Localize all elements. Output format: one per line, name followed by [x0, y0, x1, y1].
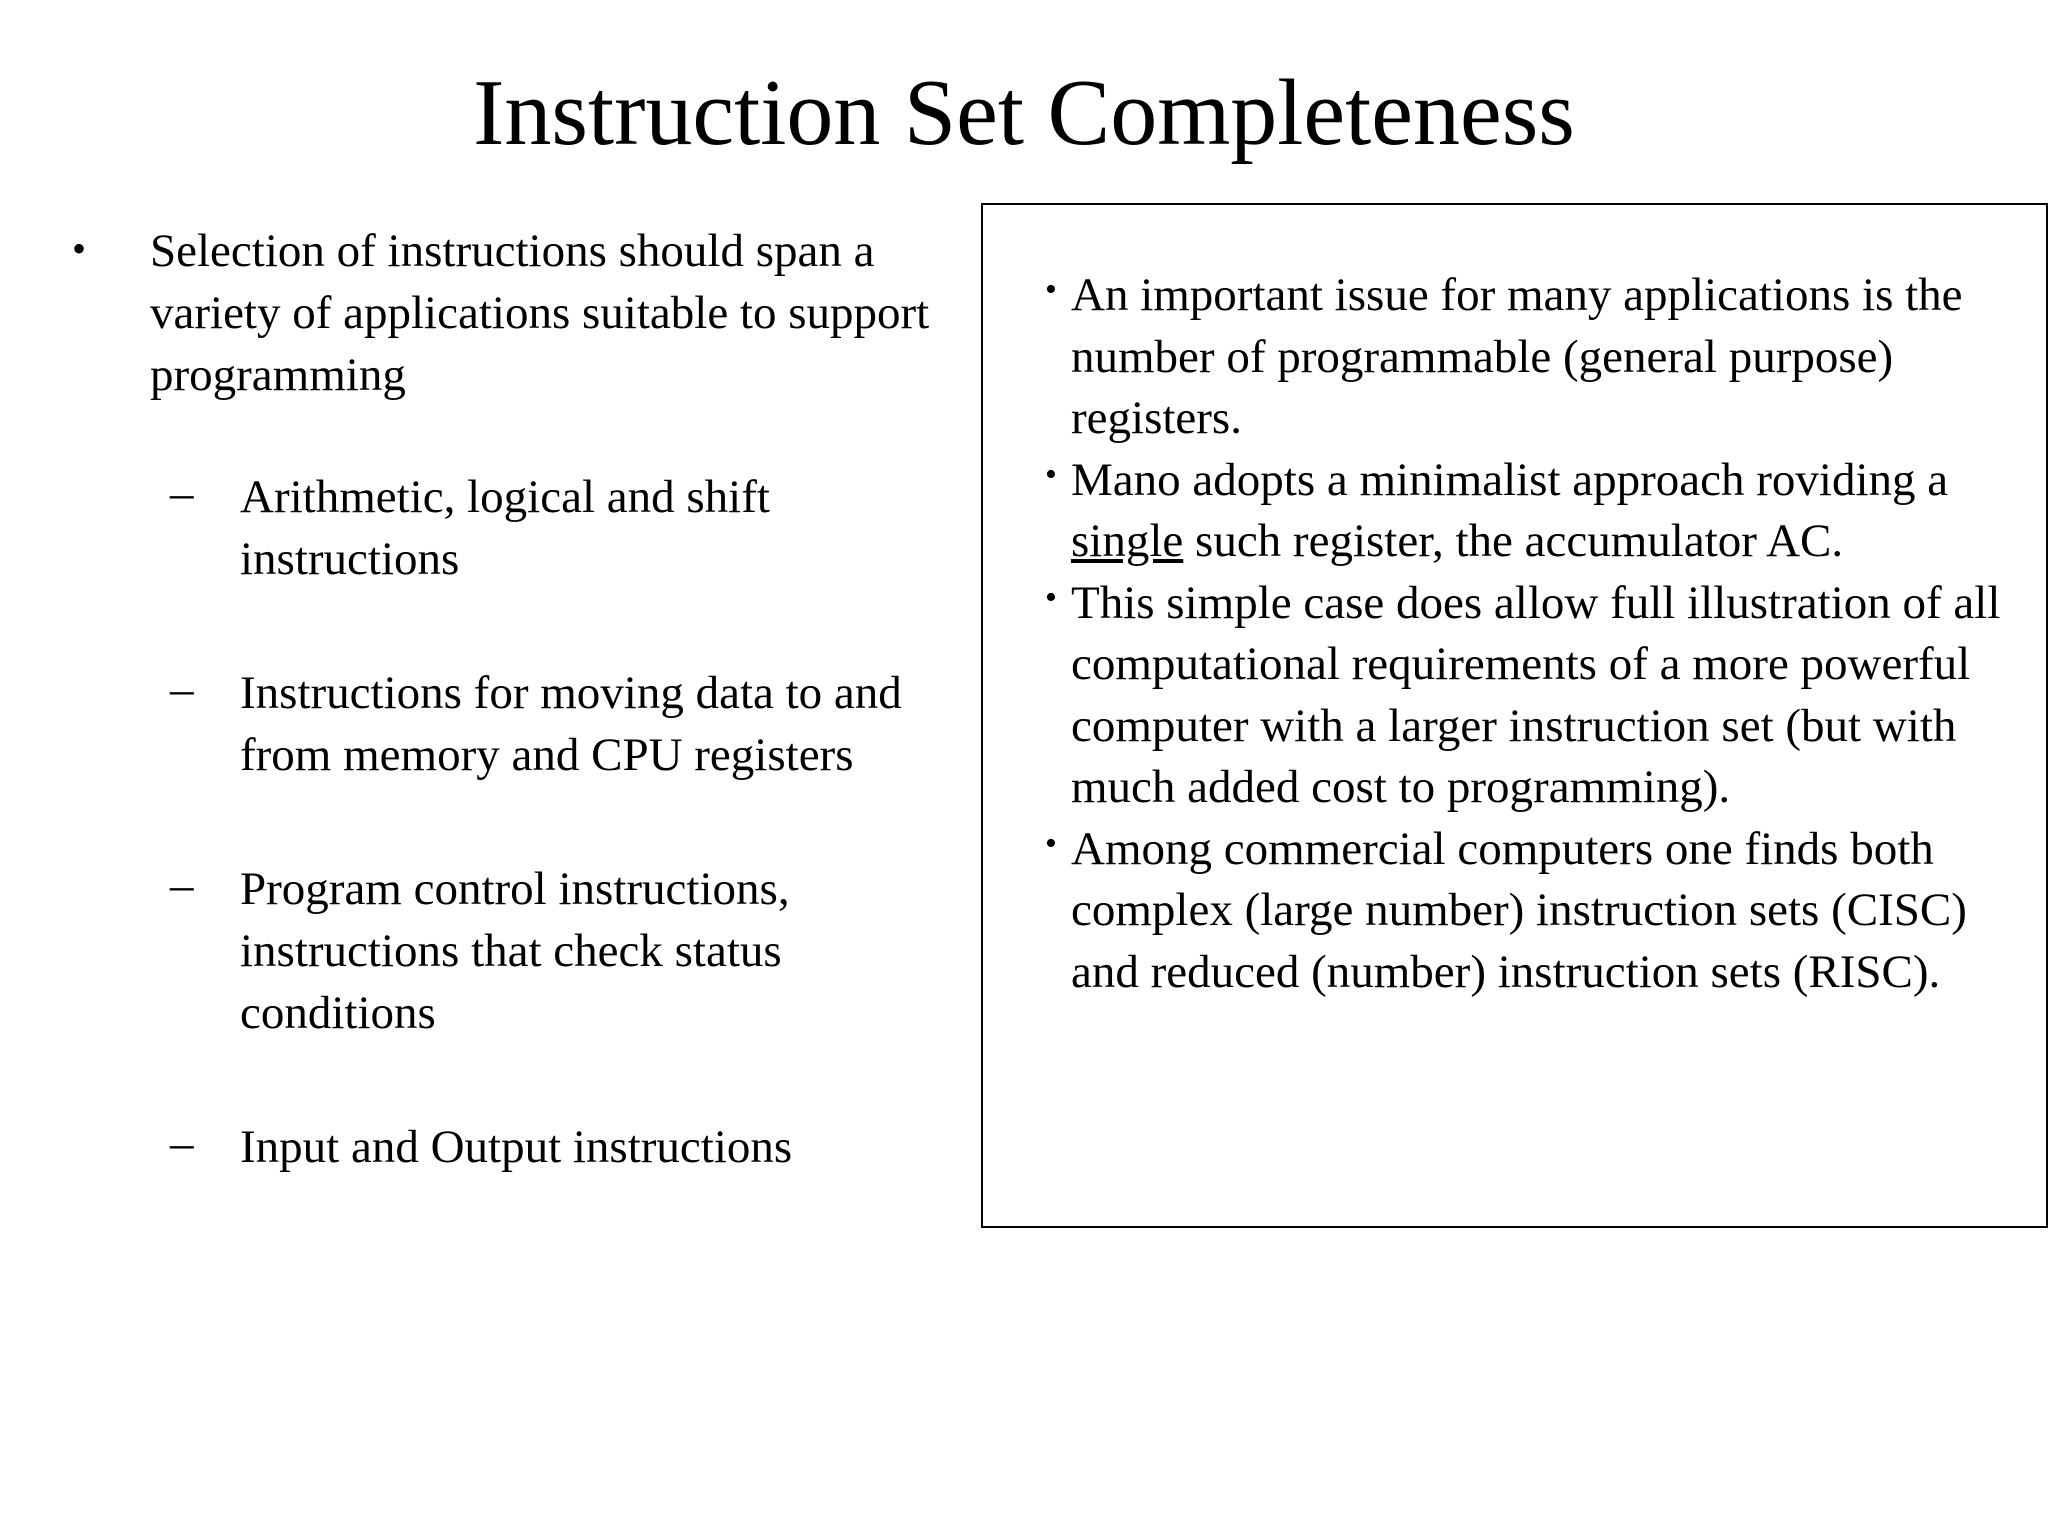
- bullet-icon: •: [1045, 455, 1057, 493]
- notes-item-registers: [1039, 265, 2019, 450]
- sub-bullet-item: [70, 466, 970, 590]
- dash-icon: –: [170, 663, 194, 715]
- notes-text-box: [981, 203, 2048, 1228]
- sub-bullet-text: Arithmetic, logical and shift instructions: [240, 471, 770, 585]
- notes-item-text-after: such register, the accumulator AC.: [1183, 515, 1844, 567]
- notes-item-minimalist: [1039, 450, 2019, 573]
- underlined-word: single: [1071, 515, 1184, 567]
- notes-bullet-list: [1039, 265, 2019, 1003]
- sub-bullet-text: Program control instructions, instructions that check status conditions: [240, 863, 790, 1039]
- dash-icon: –: [170, 467, 194, 519]
- main-bullet-item: [70, 220, 970, 406]
- bullet-icon: •: [1045, 271, 1057, 308]
- notes-item-text: Among commercial computers one finds both complex (large number) instruction sets (CISC) and reduced (number) instruction sets (RISC).: [1071, 822, 1967, 998]
- dash-icon: –: [170, 1117, 194, 1169]
- dash-icon: –: [170, 859, 194, 911]
- notes-item-text: This simple case does allow full illustration of all computational requirements of a more powerful computer with a larger instruction set (but with much added cost to programming).: [1071, 576, 2001, 813]
- sub-bullet-text: Input and Output instructions: [240, 1121, 793, 1173]
- notes-item-simple-case: [1039, 573, 2019, 819]
- notes-item-text: An important issue for many applications is the number of programmable (general purpose) registers.: [1071, 269, 1963, 444]
- bullet-icon: •: [72, 226, 87, 271]
- sub-bullet-item: [70, 662, 970, 786]
- slide-title: Instruction Set Completeness: [473, 61, 1575, 165]
- bullet-icon: •: [1045, 578, 1057, 616]
- main-bullet-text: Selection of instructions should span a variety of applications suitable to support programming: [150, 225, 930, 401]
- bullet-icon: •: [1045, 824, 1057, 862]
- sub-bullet-item: [70, 858, 970, 1044]
- left-bullet-list: [70, 220, 970, 1178]
- notes-item-text-before: Mano adopts a minimalist approach roviding a: [1071, 453, 1949, 506]
- sub-bullet-item: [70, 1116, 970, 1178]
- sub-bullet-text: Instructions for moving data to and from memory and CPU registers: [240, 667, 902, 781]
- notes-item-cisc-risc: [1039, 819, 2019, 1004]
